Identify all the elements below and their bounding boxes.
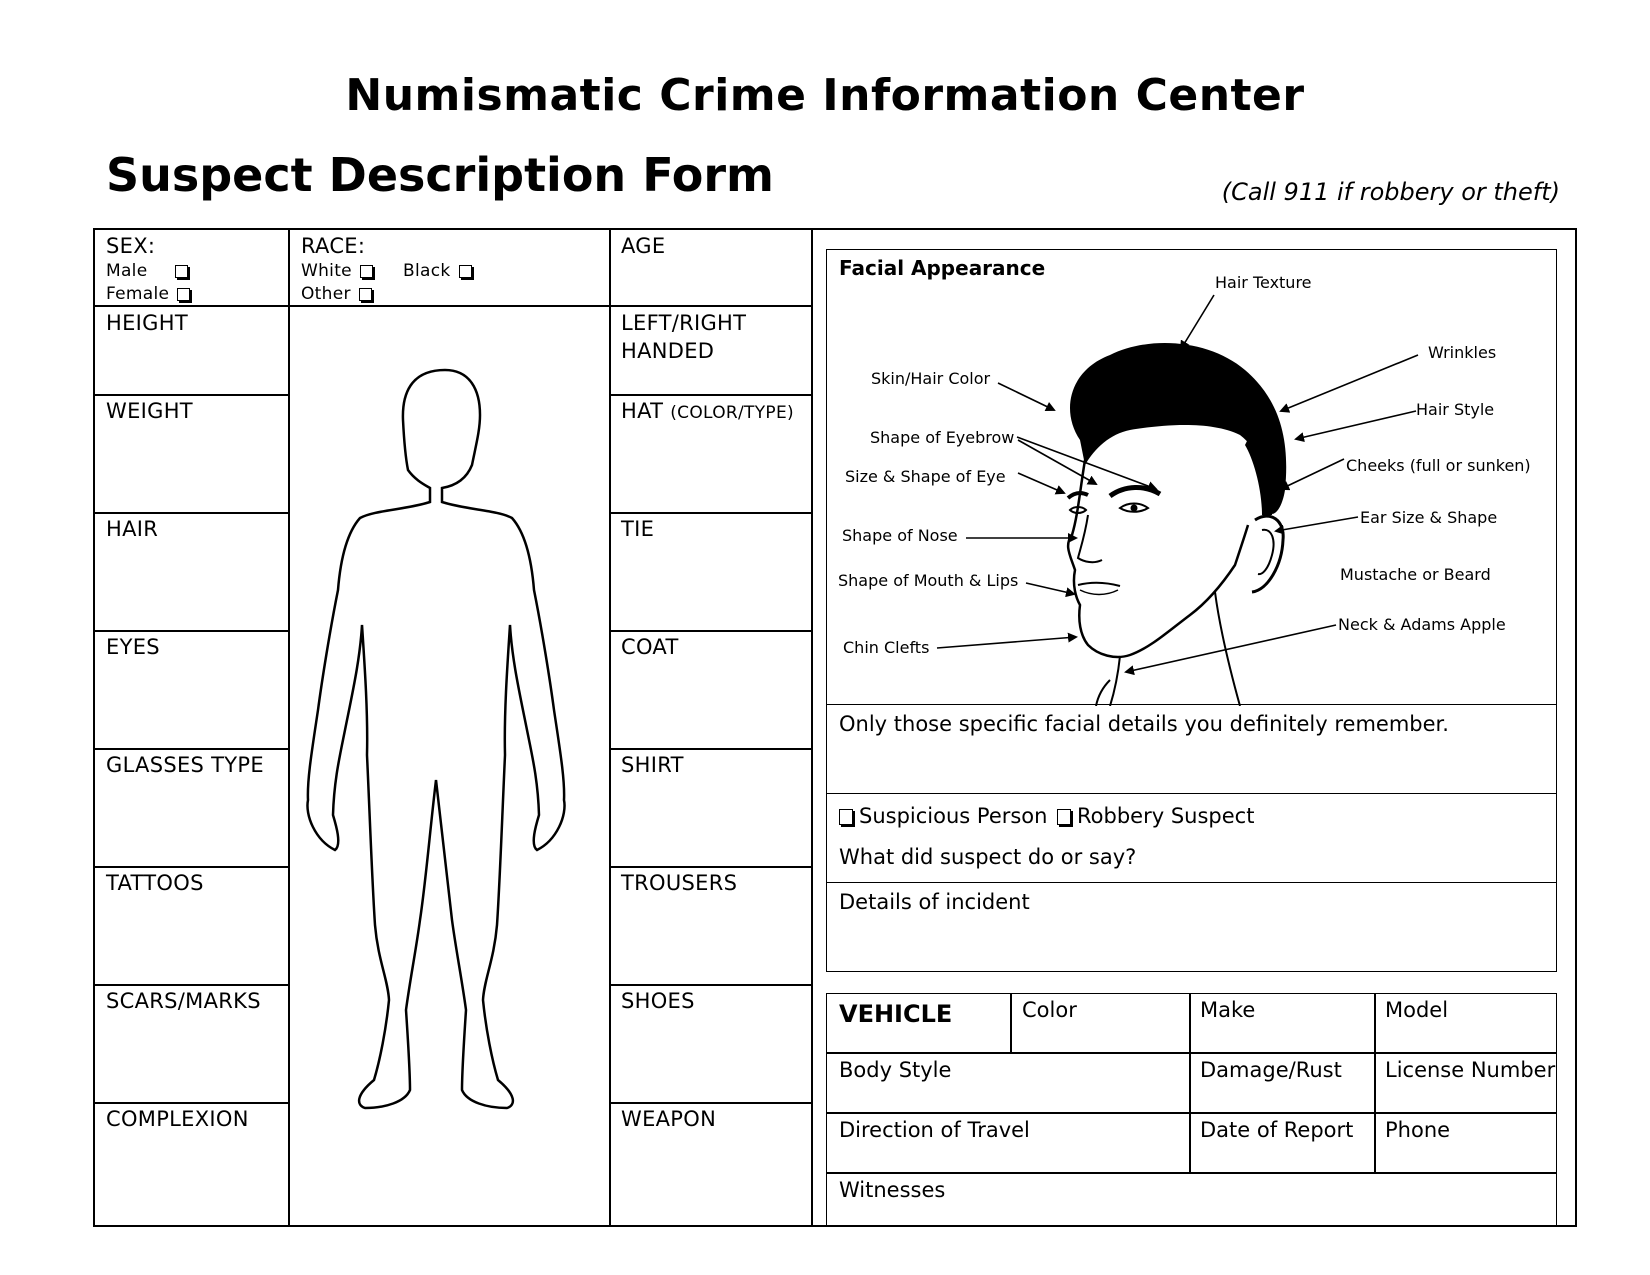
phone-field[interactable]: Phone — [1385, 1118, 1451, 1142]
vehicle-model-field[interactable]: Model — [1385, 998, 1449, 1022]
tie-field-label[interactable]: TIE — [621, 517, 655, 541]
sex-option-female[interactable]: Female — [106, 284, 190, 304]
suspicious-person-option[interactable]: Suspicious Person — [839, 804, 1047, 828]
label-mustache: Mustache or Beard — [1340, 565, 1491, 584]
witnesses-field[interactable]: Witnesses — [839, 1178, 946, 1202]
white-checkbox[interactable] — [360, 265, 373, 278]
eyes-field-label[interactable]: EYES — [106, 635, 160, 659]
handed-field-label[interactable]: LEFT/RIGHT HANDED — [621, 311, 747, 363]
label-hair-style: Hair Style — [1416, 400, 1495, 419]
label-cheeks: Cheeks (full or sunken) — [1346, 456, 1531, 475]
coat-field-label[interactable]: COAT — [621, 635, 679, 659]
weight-field-label[interactable]: WEIGHT — [106, 399, 193, 423]
robbery-suspect-option[interactable]: Robbery Suspect — [1057, 804, 1254, 828]
direction-of-travel-field[interactable]: Direction of Travel — [839, 1118, 1030, 1142]
vehicle-body-style-field[interactable]: Body Style — [839, 1058, 952, 1082]
hat-field-label[interactable]: HAT (COLOR/TYPE) — [621, 399, 794, 423]
label-neck: Neck & Adams Apple — [1338, 615, 1506, 634]
incident-details-label: Details of incident — [839, 890, 1030, 914]
vehicle-color-field[interactable]: Color — [1022, 998, 1077, 1022]
race-option-black[interactable]: Black — [403, 261, 472, 281]
race-option-white[interactable]: White — [301, 261, 373, 281]
tattoos-field-label[interactable]: TATTOOS — [106, 871, 204, 895]
label-nose: Shape of Nose — [842, 526, 958, 545]
height-field-label[interactable]: HEIGHT — [106, 311, 188, 335]
vehicle-title: VEHICLE — [839, 1000, 953, 1028]
label-skin-hair-color: Skin/Hair Color — [871, 369, 991, 388]
label-hair-texture: Hair Texture — [1215, 273, 1312, 292]
sex-option-male[interactable]: Male — [106, 261, 188, 281]
label-mouth: Shape of Mouth & Lips — [838, 571, 1019, 590]
form-title: Suspect Description Form — [106, 148, 774, 202]
body-silhouette-diagram — [290, 360, 600, 1140]
label-ear: Ear Size & Shape — [1360, 508, 1498, 527]
race-label: RACE: — [301, 234, 366, 258]
label-chin: Chin Clefts — [843, 638, 930, 657]
vehicle-make-field[interactable]: Make — [1200, 998, 1256, 1022]
label-eye: Size & Shape of Eye — [845, 467, 1006, 486]
male-checkbox[interactable] — [175, 265, 188, 278]
other-checkbox[interactable] — [359, 288, 372, 301]
suspicious-checkbox[interactable] — [839, 809, 853, 825]
shoes-field-label[interactable]: SHOES — [621, 989, 695, 1013]
trousers-field-label[interactable]: TROUSERS — [621, 871, 738, 895]
black-checkbox[interactable] — [459, 265, 472, 278]
vehicle-license-field[interactable]: License Number — [1385, 1058, 1556, 1082]
date-of-report-field[interactable]: Date of Report — [1200, 1118, 1354, 1142]
hair-field-label[interactable]: HAIR — [106, 517, 159, 541]
robbery-checkbox[interactable] — [1057, 809, 1071, 825]
facial-arrows — [826, 249, 1557, 705]
emergency-note: (Call 911 if robbery or theft) — [1221, 178, 1560, 206]
glasses-field-label[interactable]: GLASSES TYPE — [106, 753, 264, 777]
complexion-field-label[interactable]: COMPLEXION — [106, 1107, 249, 1131]
vehicle-damage-field[interactable]: Damage/Rust — [1200, 1058, 1342, 1082]
sex-label: SEX: — [106, 234, 156, 258]
facial-details-note: Only those specific facial details you definitely remember. — [839, 712, 1449, 736]
age-field-label[interactable]: AGE — [621, 234, 666, 258]
weapon-field-label[interactable]: WEAPON — [621, 1107, 717, 1131]
suspect-actions-question[interactable]: What did suspect do or say? — [839, 845, 1137, 869]
label-wrinkles: Wrinkles — [1428, 343, 1497, 362]
female-checkbox[interactable] — [177, 288, 190, 301]
organization-title: Numismatic Crime Information Center — [345, 70, 1305, 121]
race-option-other[interactable]: Other — [301, 284, 372, 304]
scars-field-label[interactable]: SCARS/MARKS — [106, 989, 261, 1013]
facial-appearance-title: Facial Appearance — [839, 256, 1046, 280]
label-eyebrow: Shape of Eyebrow — [870, 428, 1015, 447]
shirt-field-label[interactable]: SHIRT — [621, 753, 684, 777]
